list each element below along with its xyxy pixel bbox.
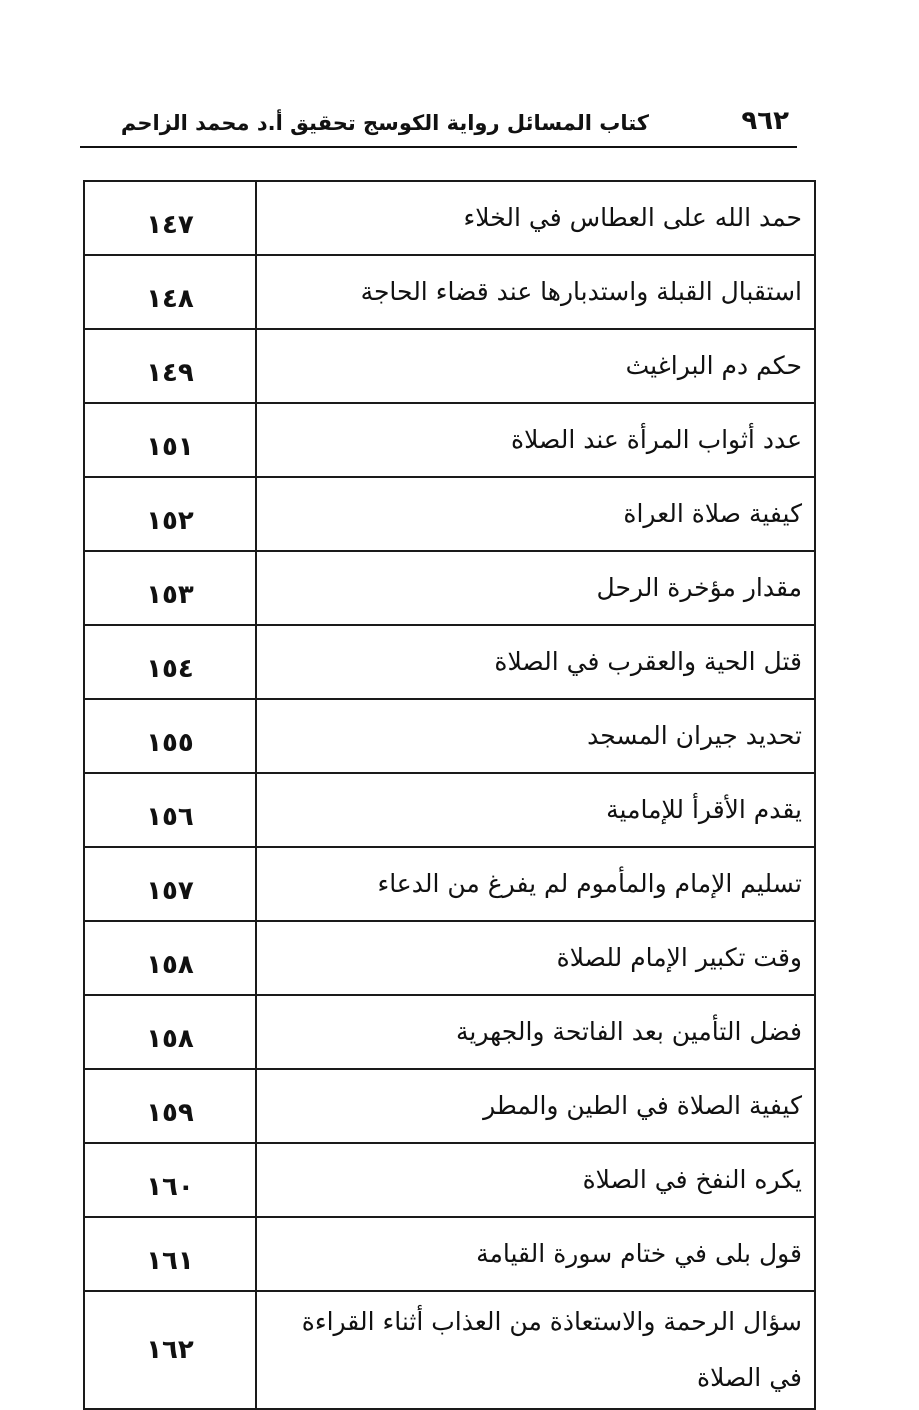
topic-cell: قتل الحية والعقرب في الصلاة	[256, 625, 815, 699]
page-cell: ١٥٨	[84, 995, 256, 1069]
topic-cell: مقدار مؤخرة الرحل	[256, 551, 815, 625]
page-cell: ١٥٨	[84, 921, 256, 995]
table-row	[84, 1291, 815, 1409]
table-row	[84, 995, 815, 1069]
page-number: ٩٦٢	[741, 106, 789, 136]
table-row	[84, 477, 815, 551]
topic-cell: يقدم الأقرأ للإمامية	[256, 773, 815, 847]
topic-cell: عدد أثواب المرأة عند الصلاة	[256, 403, 815, 477]
running-title: كتاب المسائل رواية الكوسج تحقيق أ.د محمد الزاحم	[120, 111, 649, 135]
page-cell: ١٥٧	[84, 847, 256, 921]
topic-cell: قول بلى في ختام سورة القيامة	[256, 1217, 815, 1291]
topic-cell: حمد الله على العطاس في الخلاء	[256, 181, 815, 255]
page-cell: ١٥٩	[84, 1069, 256, 1143]
page-cell: ١٤٨	[84, 255, 256, 329]
page-cell: ١٥١	[84, 403, 256, 477]
topic-cell: حكم دم البراغيث	[256, 329, 815, 403]
page-cell: ١٤٧	[84, 181, 256, 255]
page-cell: ١٤٩	[84, 329, 256, 403]
topic-cell: تحديد جيران المسجد	[256, 699, 815, 773]
table-row	[84, 255, 815, 329]
page-cell: ١٥٤	[84, 625, 256, 699]
table-row	[84, 1143, 815, 1217]
table-row	[84, 329, 815, 403]
table-row	[84, 551, 815, 625]
page-cell: ١٥٦	[84, 773, 256, 847]
table-row	[84, 1217, 815, 1291]
page-cell: ١٥٢	[84, 477, 256, 551]
topic-cell: يكره النفخ في الصلاة	[256, 1143, 815, 1217]
topic-cell: استقبال القبلة واستدبارها عند قضاء الحاجة	[256, 255, 815, 329]
page-cell: ١٥٣	[84, 551, 256, 625]
table-row	[84, 625, 815, 699]
table-row	[84, 847, 815, 921]
topic-cell: سؤال الرحمة والاستعاذة من العذاب أثناء القراءة في الصلاة	[256, 1291, 815, 1409]
page-cell: ١٥٥	[84, 699, 256, 773]
page-cell: ١٦١	[84, 1217, 256, 1291]
table-row	[84, 403, 815, 477]
topic-cell: كيفية الصلاة في الطين والمطر	[256, 1069, 815, 1143]
page-header	[80, 100, 797, 146]
table-row	[84, 773, 815, 847]
header-rule	[80, 146, 797, 148]
topic-index-table	[83, 180, 816, 1410]
table-row	[84, 181, 815, 255]
topic-cell: تسليم الإمام والمأموم لم يفرغ من الدعاء	[256, 847, 815, 921]
table-row	[84, 921, 815, 995]
table-row	[84, 1069, 815, 1143]
topic-cell: كيفية صلاة العراة	[256, 477, 815, 551]
page-cell: ١٦٠	[84, 1143, 256, 1217]
table-row	[84, 699, 815, 773]
page-cell: ١٦٢	[84, 1291, 256, 1409]
topic-cell: وقت تكبير الإمام للصلاة	[256, 921, 815, 995]
topic-cell: فضل التأمين بعد الفاتحة والجهرية	[256, 995, 815, 1069]
